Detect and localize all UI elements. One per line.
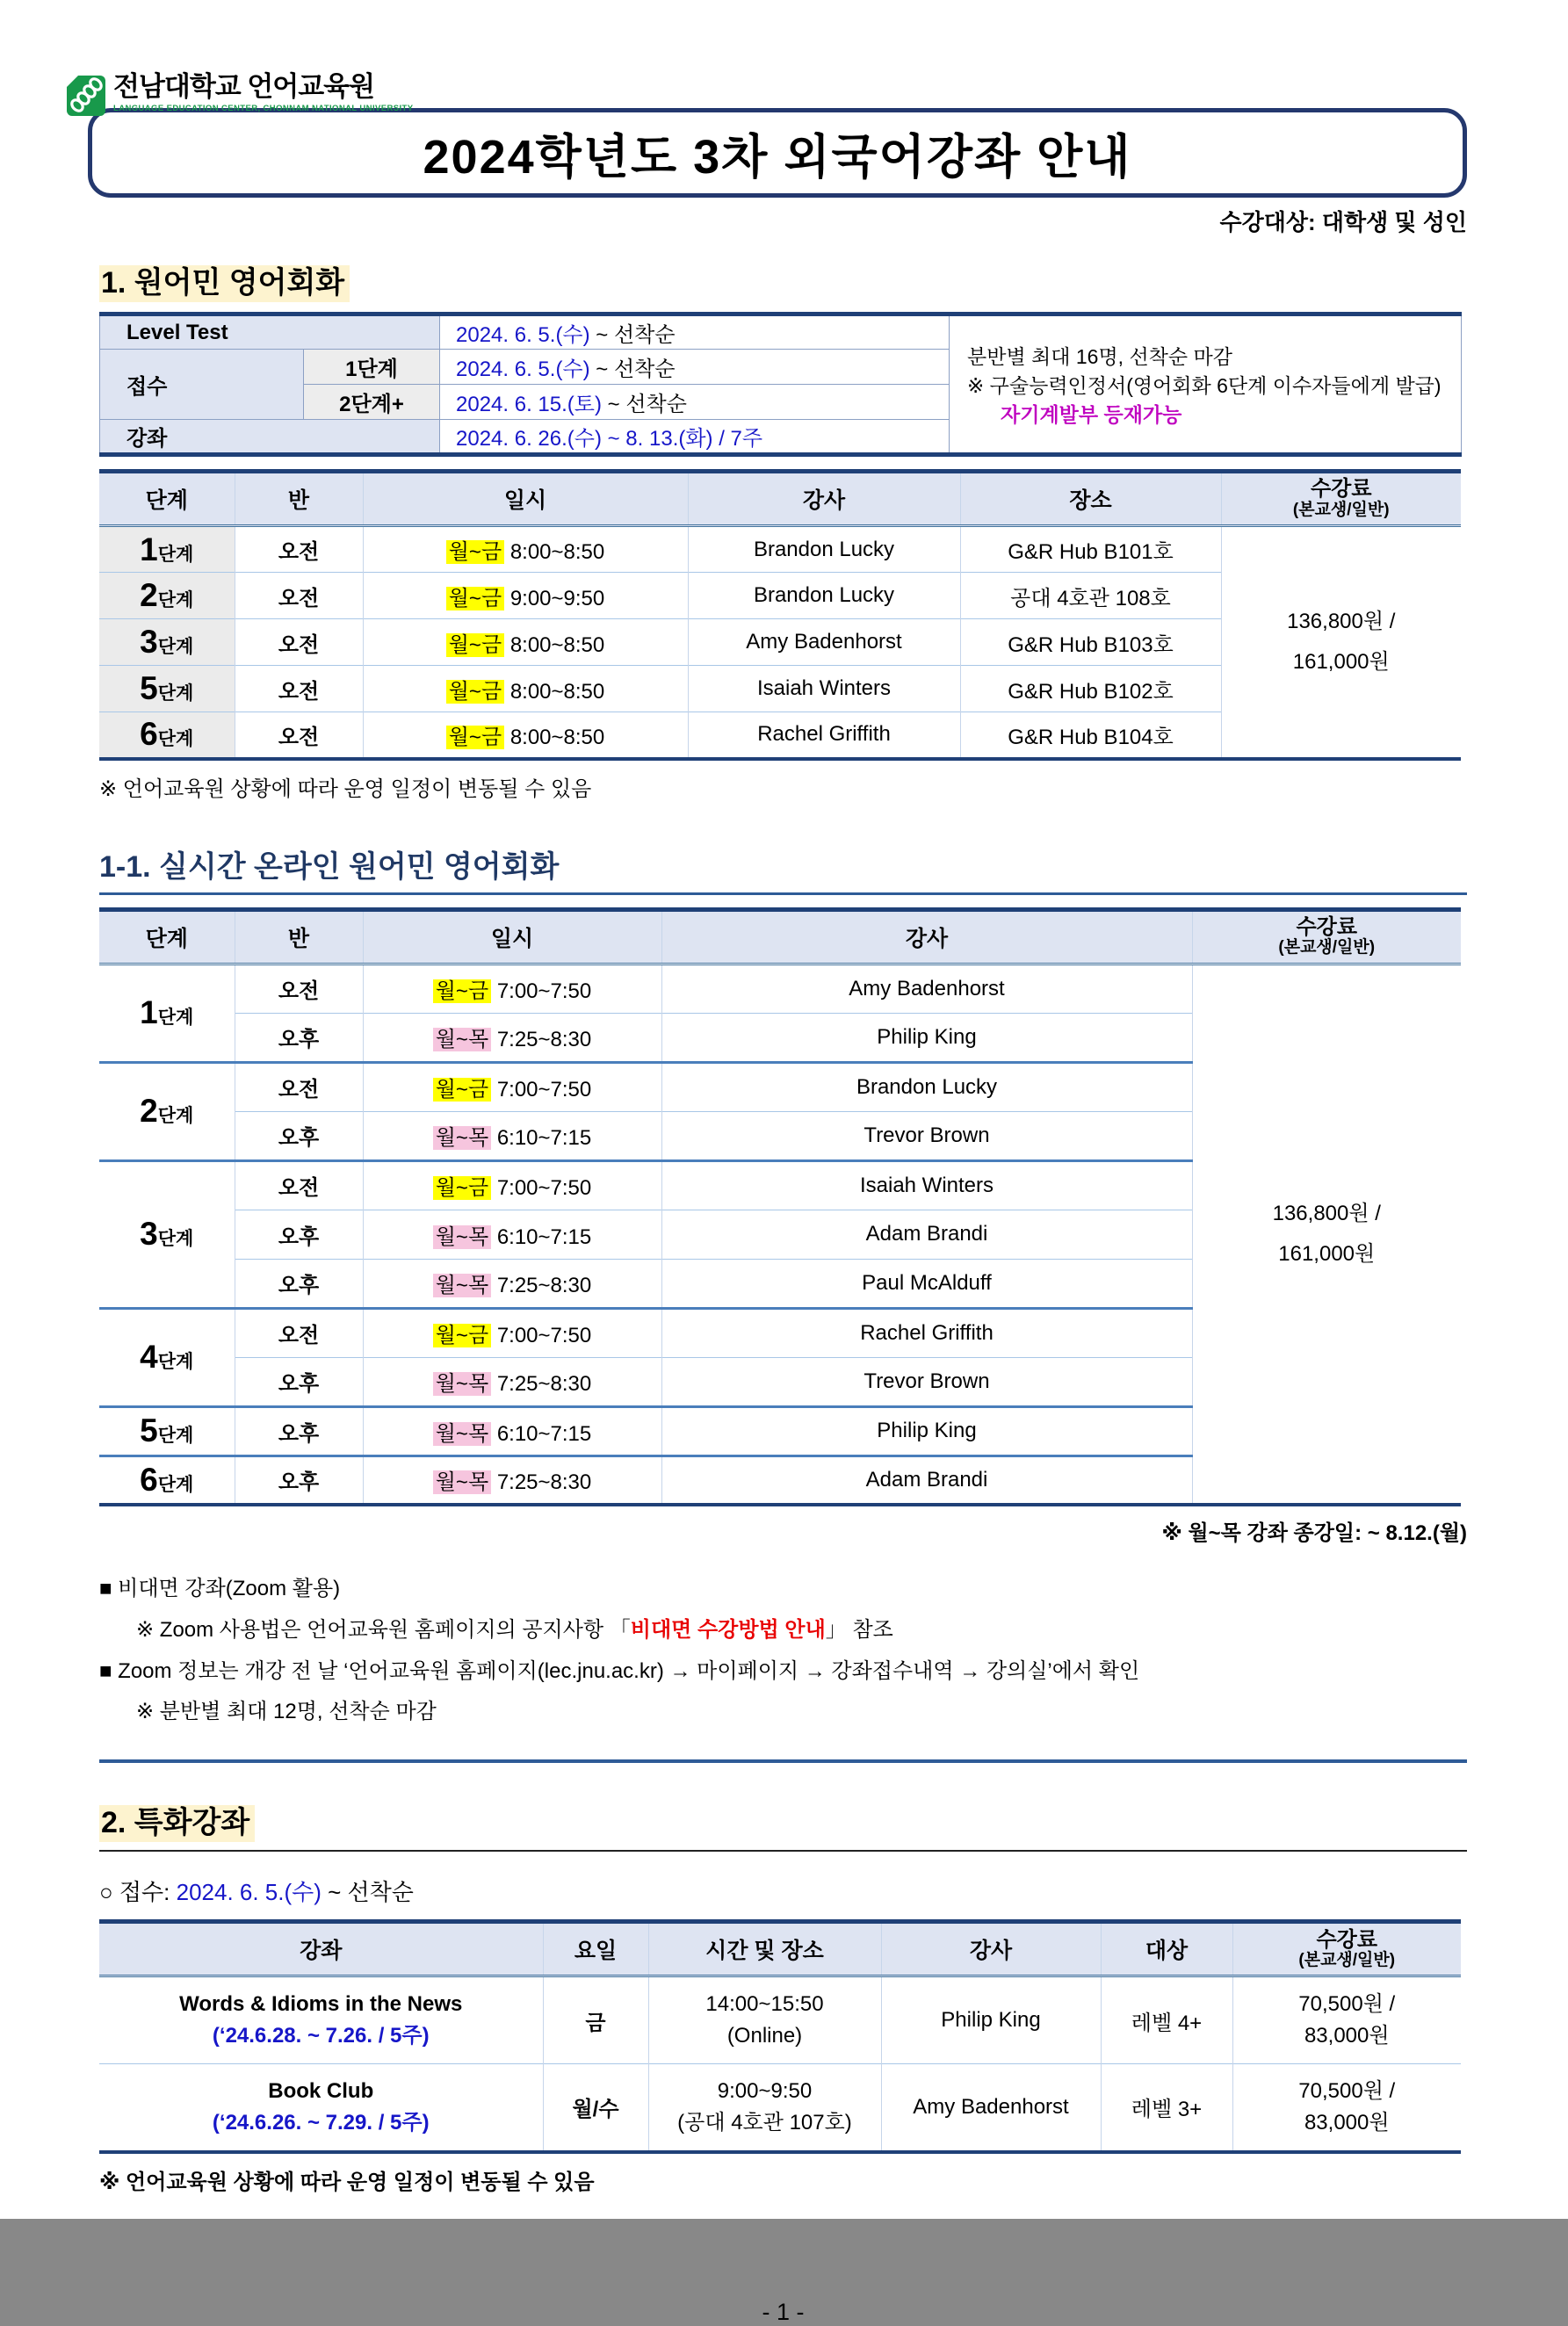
class-cell: 오후 [235,1357,363,1406]
col-class: 반 [235,909,363,964]
step1-value: 2024. 6. 5.(수) ~ 선착순 [440,350,950,385]
online-conversation-table [99,907,1461,1507]
table-header-row [99,1922,1461,1976]
section-divider [99,1759,1467,1763]
course-value: 2024. 6. 26.(수) ~ 8. 13.(화) / 7주 [440,420,950,455]
col-schedule: 일시 [363,909,661,964]
note-zoom-class: ■ 비대면 강좌(Zoom 활용) [99,1577,341,1600]
col-teacher: 강사 [688,472,960,526]
place-cell: 공대 4호관 108호 [960,573,1221,619]
level-cell: 1단계 [99,526,235,573]
registration-notes [950,314,1462,455]
schedule-cell: 월~목 7:25~8:30 [363,1259,661,1308]
schedule-change-note-2: ※ 언어교육원 상황에 따라 운영 일정이 변동될 수 있음 [99,2170,595,2194]
course-cell: Book Club (‘24.6.26. ~ 7.29. / 5주) [99,2064,543,2152]
class-cell: 오전 [235,964,363,1013]
teacher-cell: Philip King [661,1013,1192,1062]
teacher-cell: Isaiah Winters [661,1160,1192,1210]
teacher-cell: Amy Badenhorst [881,2064,1101,2152]
teacher-cell: Adam Brandi [661,1210,1192,1259]
end-date-note: ※ 월~목 강좌 종강일: ~ 8.12.(월) [1161,1521,1467,1545]
course-label: 강좌 [100,420,440,455]
note-self-development: 자기계발부 등재가능 [1001,403,1182,426]
schedule-cell: 월~금 8:00~8:50 [363,666,688,712]
table-row [100,314,1462,350]
target-cell: 레벨 4+ [1101,1976,1232,2064]
level-cell: 5단계 [99,1406,235,1456]
schedule-cell: 월~금 8:00~8:50 [363,619,688,666]
section2-receipt: ○ 접수: 2024. 6. 5.(수) ~ 선착순 [99,1879,414,1906]
col-day: 요일 [543,1922,648,1976]
schedule-cell: 월~금 8:00~8:50 [363,526,688,573]
col-schedule: 일시 [363,472,688,526]
note-certificate: ※ 구술능력인정서(영어회화 6단계 이수자들에게 발급) [967,374,1442,397]
title-box [88,108,1467,198]
col-class: 반 [235,472,363,526]
teacher-cell: Trevor Brown [661,1111,1192,1160]
col-level: 단계 [99,472,235,526]
teacher-cell: Rachel Griffith [688,712,960,759]
course-cell: Words & Idioms in the News (‘24.6.28. ~ 7.26. / 5주) [99,1976,543,2064]
table-header-row [99,909,1461,964]
schedule-cell: 월~목 6:10~7:15 [363,1406,661,1456]
schedule-change-note: ※ 언어교육원 상황에 따라 운영 일정이 변동될 수 있음 [99,777,592,801]
schedule-cell: 월~금 8:00~8:50 [363,712,688,759]
schedule-cell: 월~금 7:00~7:50 [363,1160,661,1210]
table-row [99,964,1461,1013]
level-cell: 3단계 [99,619,235,666]
level-cell: 2단계 [99,1062,235,1160]
section1-1-heading: 1-1. 실시간 온라인 원어민 영어회화 [99,842,1467,895]
col-teacher: 강사 [881,1922,1101,1976]
class-cell: 오전 [235,1160,363,1210]
place-cell: G&R Hub B103호 [960,619,1221,666]
teacher-cell: Amy Badenhorst [688,619,960,666]
fee-cell: 70,500원 / 83,000원 [1232,1976,1461,2064]
level-cell: 4단계 [99,1308,235,1406]
receipt-label: 접수 [100,350,304,420]
teacher-cell: Trevor Brown [661,1357,1192,1406]
level-cell: 6단계 [99,712,235,759]
english-conversation-table [99,469,1461,761]
level-cell: 5단계 [99,666,235,712]
registration-info-table [99,312,1462,457]
teacher-cell: Philip King [661,1406,1192,1456]
class-cell: 오후 [235,1210,363,1259]
time-place-cell: 9:00~9:50 (공대 4호관 107호) [648,2064,881,2152]
class-cell: 오후 [235,1456,363,1505]
page-number: - 1 - [762,2298,805,2325]
logo [66,73,413,117]
step1-label: 1단계 [304,350,440,385]
col-fee: 수강료 (본교생/일반) [1192,909,1461,964]
col-place: 장소 [960,472,1221,526]
col-fee: 수강료 (본교생/일반) [1232,1922,1461,1976]
level-cell: 2단계 [99,573,235,619]
target-cell: 레벨 3+ [1101,2064,1232,2152]
teacher-cell: Brandon Lucky [688,526,960,573]
col-fee: 수강료 (본교생/일반) [1221,472,1461,526]
level-test-value: 2024. 6. 5.(수) ~ 선착순 [440,314,950,350]
schedule-cell: 월~목 6:10~7:15 [363,1111,661,1160]
class-cell: 오전 [235,619,363,666]
level-cell: 6단계 [99,1456,235,1505]
class-cell: 오전 [235,1308,363,1357]
day-cell: 금 [543,1976,648,2064]
place-cell: G&R Hub B102호 [960,666,1221,712]
logo-subtitle: LANGUAGE EDUCATION CENTER, CHONNAM NATIONAL UNIVERSITY [113,103,414,113]
teacher-cell: Amy Badenhorst [661,964,1192,1013]
col-course: 강좌 [99,1922,543,1976]
level-cell: 3단계 [99,1160,235,1308]
time-place-cell: 14:00~15:50 (Online) [648,1976,881,2064]
col-level: 단계 [99,909,235,964]
schedule-cell: 월~금 9:00~9:50 [363,573,688,619]
table-row [99,526,1461,573]
fee-cell: 136,800원 / 161,000원 [1192,964,1461,1505]
place-cell: G&R Hub B104호 [960,712,1221,759]
teacher-cell: Brandon Lucky [688,573,960,619]
teacher-cell: Adam Brandi [661,1456,1192,1505]
logo-chain-icon [66,73,106,117]
schedule-cell: 월~목 7:25~8:30 [363,1357,661,1406]
class-cell: 오전 [235,712,363,759]
class-cell: 오후 [235,1013,363,1062]
day-cell: 월/수 [543,2064,648,2152]
schedule-cell: 월~목 7:25~8:30 [363,1013,661,1062]
schedule-cell: 월~금 7:00~7:50 [363,964,661,1013]
table-row [99,2064,1461,2152]
level-cell: 1단계 [99,964,235,1062]
place-cell: G&R Hub B101호 [960,526,1221,573]
schedule-cell: 월~금 7:00~7:50 [363,1308,661,1357]
step2-label: 2단계+ [304,385,440,420]
audience-note: 수강대상: 대학생 및 성인 [1219,209,1467,235]
class-cell: 오후 [235,1111,363,1160]
fee-cell: 70,500원 / 83,000원 [1232,2064,1461,2152]
schedule-cell: 월~금 7:00~7:50 [363,1062,661,1111]
section2-heading: 2. 특화강좌 [99,1798,1467,1852]
level-test-label: Level Test [100,314,440,350]
teacher-cell: Isaiah Winters [688,666,960,712]
class-cell: 오전 [235,573,363,619]
teacher-cell: Philip King [881,1976,1101,2064]
page-title: 2024학년도 3차 외국어강좌 안내 [423,130,1132,184]
col-target: 대상 [1101,1922,1232,1976]
teacher-cell: Rachel Griffith [661,1308,1192,1357]
note-capacity-12: ※ 분반별 최대 12명, 선착순 마감 [136,1700,437,1724]
teacher-cell: Brandon Lucky [661,1062,1192,1111]
col-teacher: 강사 [661,909,1192,964]
note-zoom-info: ■ Zoom 정보는 개강 전 날 ‘언어교육원 홈페이지(lec.jnu.ac.kr) → 마이페이지 → 강좌접수내역 → 강의실’에서 확인 [99,1658,1140,1683]
section1-heading: 1. 원어민 영어회화 [99,258,1467,301]
step2-value: 2024. 6. 15.(토) ~ 선착순 [440,385,950,420]
col-time-place: 시간 및 장소 [648,1922,881,1976]
class-cell: 오후 [235,1406,363,1456]
class-cell: 오전 [235,1062,363,1111]
logo-title: 전남대학교 언어교육원 [113,71,375,102]
class-cell: 오전 [235,666,363,712]
class-cell: 오전 [235,526,363,573]
fee-cell: 136,800원 / 161,000원 [1221,526,1461,759]
table-header-row [99,472,1461,526]
note-capacity: 분반별 최대 16명, 선착순 마감 [967,345,1232,368]
class-cell: 오후 [235,1259,363,1308]
table-row [99,1976,1461,2064]
zoom-notes [99,1569,1467,1733]
note-zoom-howto: ※ Zoom 사용법은 언어교육원 홈페이지의 공지사항 「비대면 수강방법 안내」 참조 [136,1617,893,1642]
teacher-cell: Paul McAlduff [661,1259,1192,1308]
schedule-cell: 월~목 7:25~8:30 [363,1456,661,1505]
special-course-table [99,1919,1461,2154]
schedule-cell: 월~목 6:10~7:15 [363,1210,661,1259]
